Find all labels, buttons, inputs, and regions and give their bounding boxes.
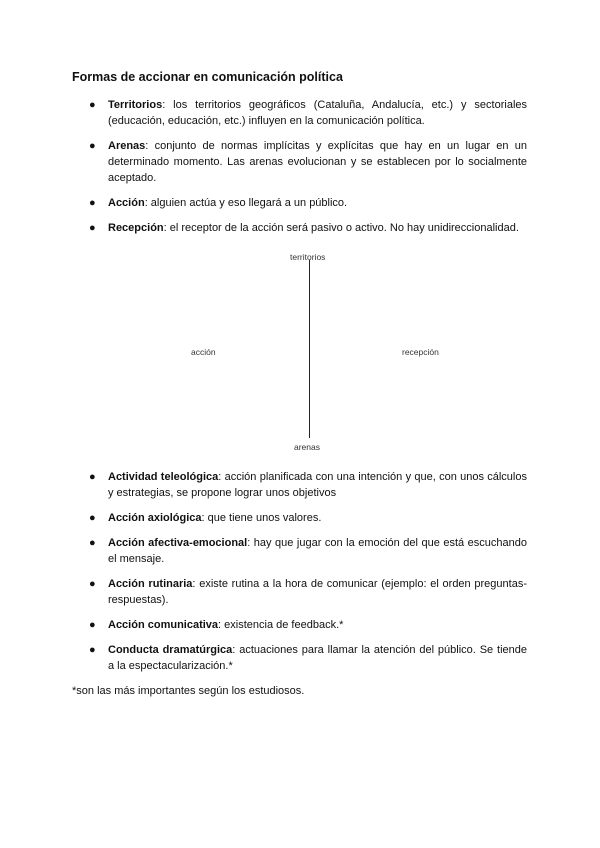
diagram-label-bottom: arenas — [294, 442, 320, 452]
term: Conducta dramatúrgica — [108, 644, 233, 656]
list-item — [0, 138, 527, 186]
term: Acción axiológica — [108, 512, 202, 524]
diagram-label-top: territorios — [290, 252, 326, 262]
term: Acción comunicativa — [108, 619, 219, 631]
definition: : acción planificada con una intención y que, con unos cálculos y estrategias, se propone lograr unos objetivos — [108, 471, 527, 499]
list-item — [0, 195, 527, 211]
list-item — [0, 510, 527, 526]
list-item — [0, 220, 527, 236]
bullet-icon: ● — [89, 619, 96, 631]
list-item — [0, 617, 527, 633]
definition: : el receptor de la acción será pasivo o activo. No hay unidireccionalidad. — [163, 222, 519, 234]
diagram-label-right: recepción — [402, 347, 439, 357]
bullet-icon: ● — [89, 537, 96, 549]
list-item — [0, 97, 527, 129]
term: Actividad teleológica — [108, 471, 219, 483]
term: Acción — [108, 197, 145, 209]
bullet-icon: ● — [89, 140, 96, 152]
vertical-axis-line — [309, 260, 310, 438]
definition: : hay que jugar con la emoción del que está escuchando el mensaje. — [108, 537, 527, 565]
bullet-icon: ● — [89, 644, 96, 656]
term: Territorios — [108, 99, 163, 111]
definition: : conjunto de normas implícitas y explícitas que hay en un lugar en un determinado momento. Las arenas evolucionan y se establecen por lo socialmente aceptado. — [108, 140, 527, 184]
term: Acción afectiva-emocional — [108, 537, 248, 549]
definition: : existe rutina a la hora de comunicar (ejemplo: el orden preguntas-respuestas). — [108, 578, 527, 606]
action-types-list — [0, 469, 527, 683]
bullet-icon: ● — [89, 578, 96, 590]
definition: : actuaciones para llamar la atención del público. Se tiende a la espectacularización.* — [108, 644, 527, 672]
definition: : existencia de feedback.* — [218, 619, 344, 631]
footnote: *son las más importantes según los estudiosos. — [72, 685, 305, 697]
list-item — [0, 642, 527, 674]
diagram-label-left: acción — [191, 347, 216, 357]
list-item — [0, 469, 527, 501]
bullet-icon: ● — [89, 222, 96, 234]
term: Recepción — [108, 222, 164, 234]
bullet-icon: ● — [89, 197, 96, 209]
bullet-icon: ● — [89, 99, 96, 111]
page-title: Formas de accionar en comunicación política — [72, 70, 343, 84]
definition: : que tiene unos valores. — [201, 512, 322, 524]
term: Acción rutinaria — [108, 578, 193, 590]
definition: : alguien actúa y eso llegará a un público. — [144, 197, 348, 209]
bullet-icon: ● — [89, 471, 96, 483]
axes-diagram — [0, 248, 600, 458]
definition: : los territorios geográficos (Cataluña, Andalucía, etc.) y sectoriales (educación, educación, etc.) influyen en la comunicación política. — [108, 99, 527, 127]
term: Arenas — [108, 140, 146, 152]
list-item — [0, 576, 527, 608]
concepts-list — [0, 97, 527, 245]
bullet-icon: ● — [89, 512, 96, 524]
list-item — [0, 535, 527, 567]
